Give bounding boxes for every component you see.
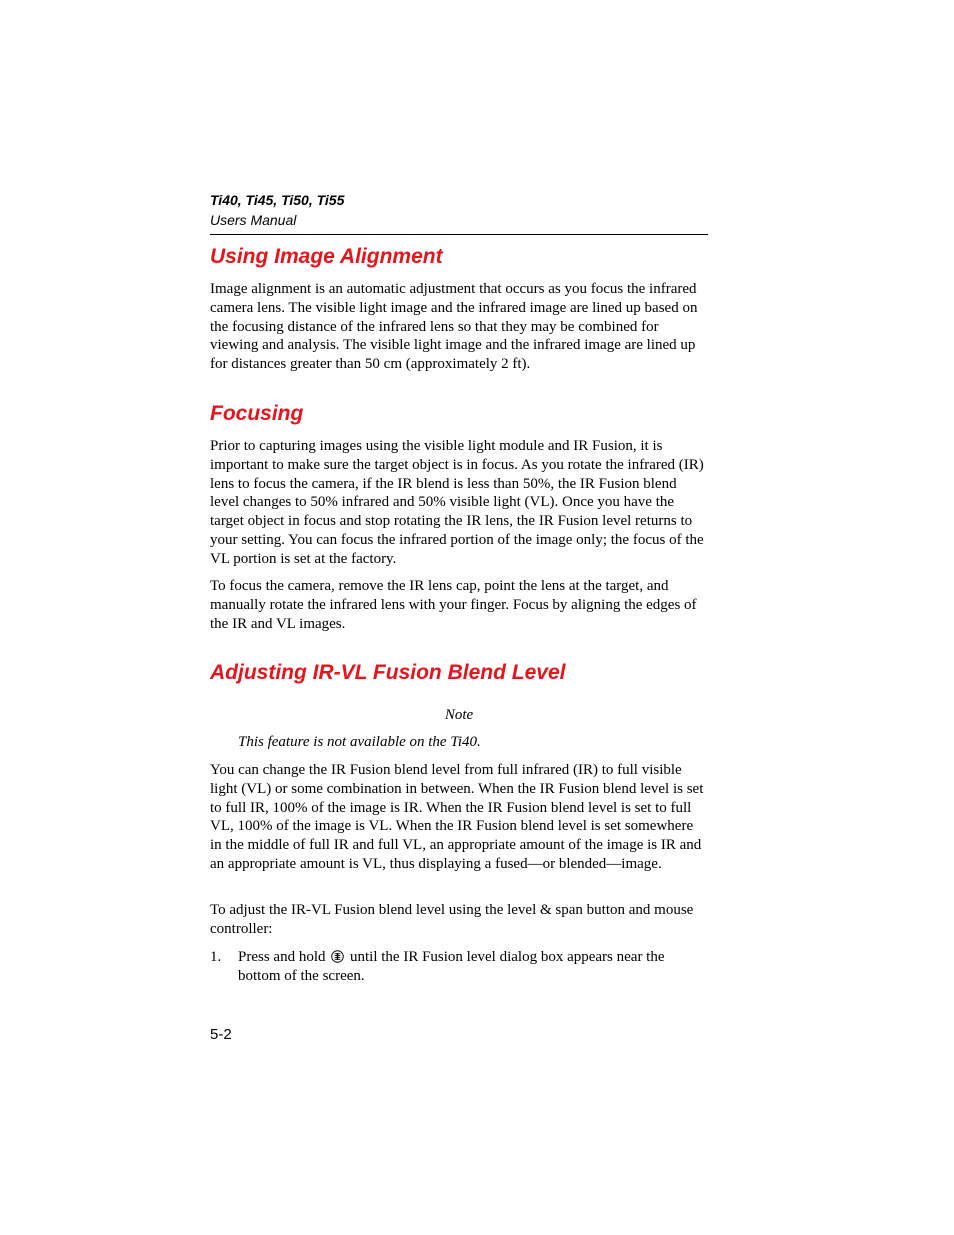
level-span-button-icon (331, 950, 344, 963)
step-text-after-icon: until the IR Fusion level dialog box appears near the bottom of the screen. (238, 949, 665, 984)
step-number: 1. (210, 949, 222, 965)
header-rule (210, 234, 708, 235)
fusion-blend-paragraph-2: To adjust the IR-VL Fusion blend level using the level & span button and mouse controller: (210, 902, 694, 937)
section-title-focusing: Focusing (210, 402, 304, 425)
fusion-blend-paragraph-1: You can change the IR Fusion blend level from full infrared (IR) to full visible light (VL) or some combination in between. When the IR Fusion blend level is set to full IR, 100% of the image is IR. When the IR Fusion blend level is set to full VL, 100% of the image is VL. When the IR Fusion blend level is set somewhere in the middle of full IR and full VL, an appropriate amount of the image is IR and an appropriate amount is VL, thus displaying a fused—or blended—image. (210, 762, 704, 872)
focusing-paragraph-2: To focus the camera, remove the IR lens cap, point the lens at the target, and manually rotate the infrared lens with your finger. Focus by aligning the edges of the IR and VL images. (210, 578, 697, 632)
image-alignment-paragraph: Image alignment is an automatic adjustment that occurs as you focus the infrared camera lens. The visible light image and the infrared image are lined up based on the focusing distance of the infrared lens so that they may be combined for viewing and analysis. The visible light image and the infrared image are lined up for distances greater than 50 cm (approximately 2 ft). (210, 281, 698, 372)
running-header-model: Ti40, Ti45, Ti50, Ti55 (210, 192, 345, 208)
note-label: Note (444, 707, 474, 723)
step-text (238, 948, 708, 986)
page-number: 5-2 (210, 1026, 232, 1043)
focusing-paragraph-1: Prior to capturing images using the visible light module and IR Fusion, it is important to make sure the target object is in focus. As you rotate the infrared (IR) lens to focus the camera, if the IR blend is less than 50%, the IR Fusion blend level changes to 50% infrared and 50% visible light (VL). Once you have the target object in focus and stop rotating the IR lens, the IR Fusion level returns to your setting. You can focus the infrared portion of the image only; the focus of the VL portion is set at the factory. (210, 438, 704, 567)
section-title-fusion-blend: Adjusting IR-VL Fusion Blend Level (210, 661, 566, 684)
step-text-before-icon: Press and hold (238, 949, 326, 965)
section-title-image-alignment: Using Image Alignment (210, 245, 443, 268)
running-header-subtitle: Users Manual (210, 212, 297, 228)
note-text: This feature is not available on the Ti40. (238, 734, 481, 750)
